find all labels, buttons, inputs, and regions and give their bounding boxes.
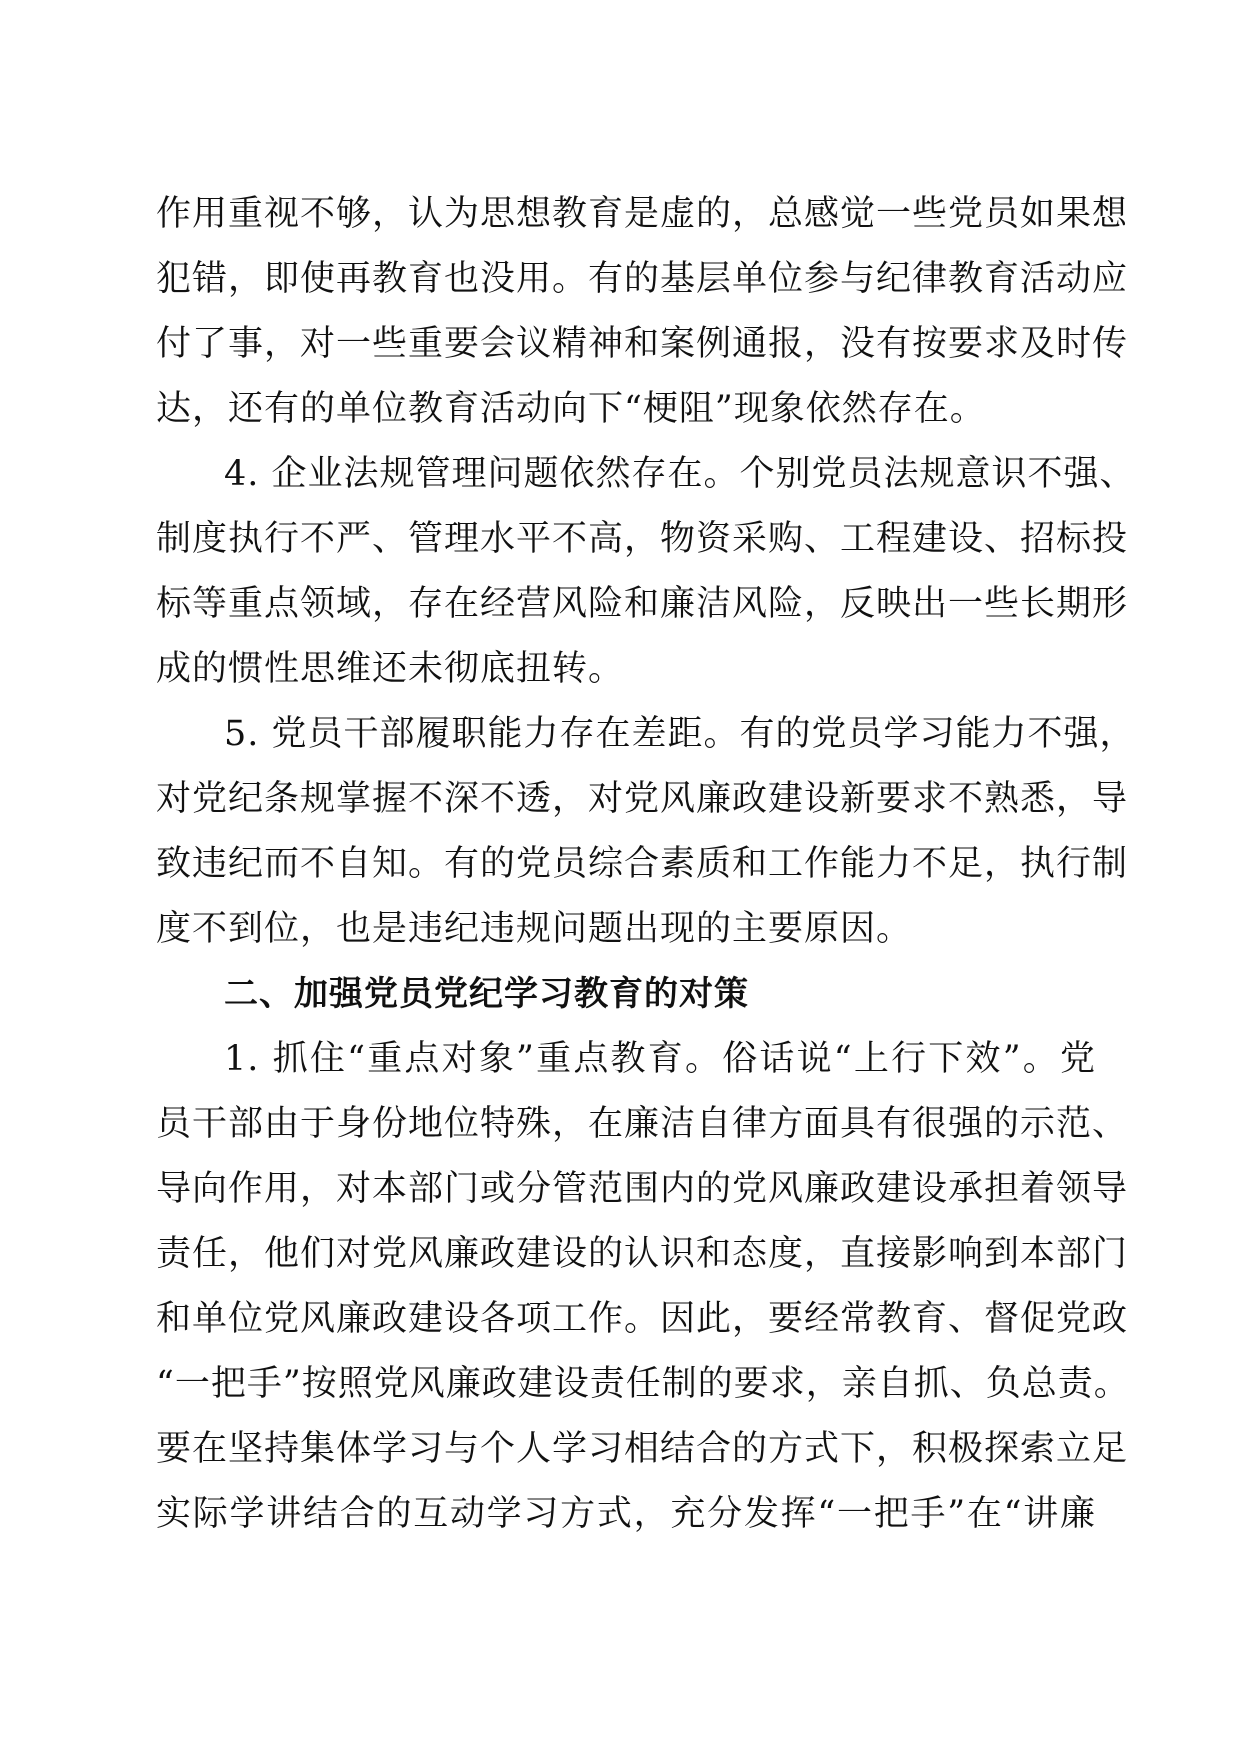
text-line: 责任，他们对党风廉政建设的认识和态度，直接影响到本部门: [156, 1234, 1129, 1274]
text-line: 犯错，即使再教育也没用。有的基层单位参与纪律教育活动应: [156, 259, 1129, 299]
section-paragraph-1-first-line: 1. 抓住“重点对象”重点教育。俗话说“上行下效”。党: [224, 1039, 1096, 1079]
paragraph-4-first-line: 4. 企业法规管理问题依然存在。个别党员法规意识不强、: [224, 454, 1136, 494]
text-line: 导向作用，对本部门或分管范围内的党风廉政建设承担着领导: [156, 1169, 1129, 1209]
text-line: 员干部由于身份地位特殊，在廉洁自律方面具有很强的示范、: [156, 1104, 1129, 1144]
text-line: “一把手”按照党风廉政建设责任制的要求，亲自抓、负总责。: [156, 1364, 1130, 1404]
text-line: 和单位党风廉政建设各项工作。因此，要经常教育、督促党政: [156, 1299, 1129, 1339]
paragraph-5-first-line: 5. 党员干部履职能力存在差距。有的党员学习能力不强，: [224, 714, 1136, 754]
text-line: 达，还有的单位教育活动向下“梗阻”现象依然存在。: [156, 389, 986, 429]
text-line: 制度执行不严、管理水平不高，物资采购、工程建设、招标投: [156, 519, 1129, 559]
text-line: 付了事，对一些重要会议精神和案例通报，没有按要求及时传: [156, 324, 1129, 364]
text-line: 对党纪条规掌握不深不透，对党风廉政建设新要求不熟悉，导: [156, 779, 1129, 819]
text-line: 实际学讲结合的互动学习方式，充分发挥“一把手”在“讲廉: [156, 1494, 1096, 1534]
section-heading: 二、加强党员党纪学习教育的对策: [224, 974, 749, 1014]
text-line: 标等重点领域，存在经营风险和廉洁风险，反映出一些长期形: [156, 584, 1129, 624]
text-line: 成的惯性思维还未彻底扭转。: [156, 649, 625, 689]
text-line: 度不到位，也是违纪违规问题出现的主要原因。: [156, 909, 913, 949]
text-line: 要在坚持集体学习与个人学习相结合的方式下，积极探索立足: [156, 1429, 1129, 1469]
text-line: 致违纪而不自知。有的党员综合素质和工作能力不足，执行制: [156, 844, 1129, 884]
text-line: 作用重视不够，认为思想教育是虚的，总感觉一些党员如果想: [156, 194, 1129, 234]
